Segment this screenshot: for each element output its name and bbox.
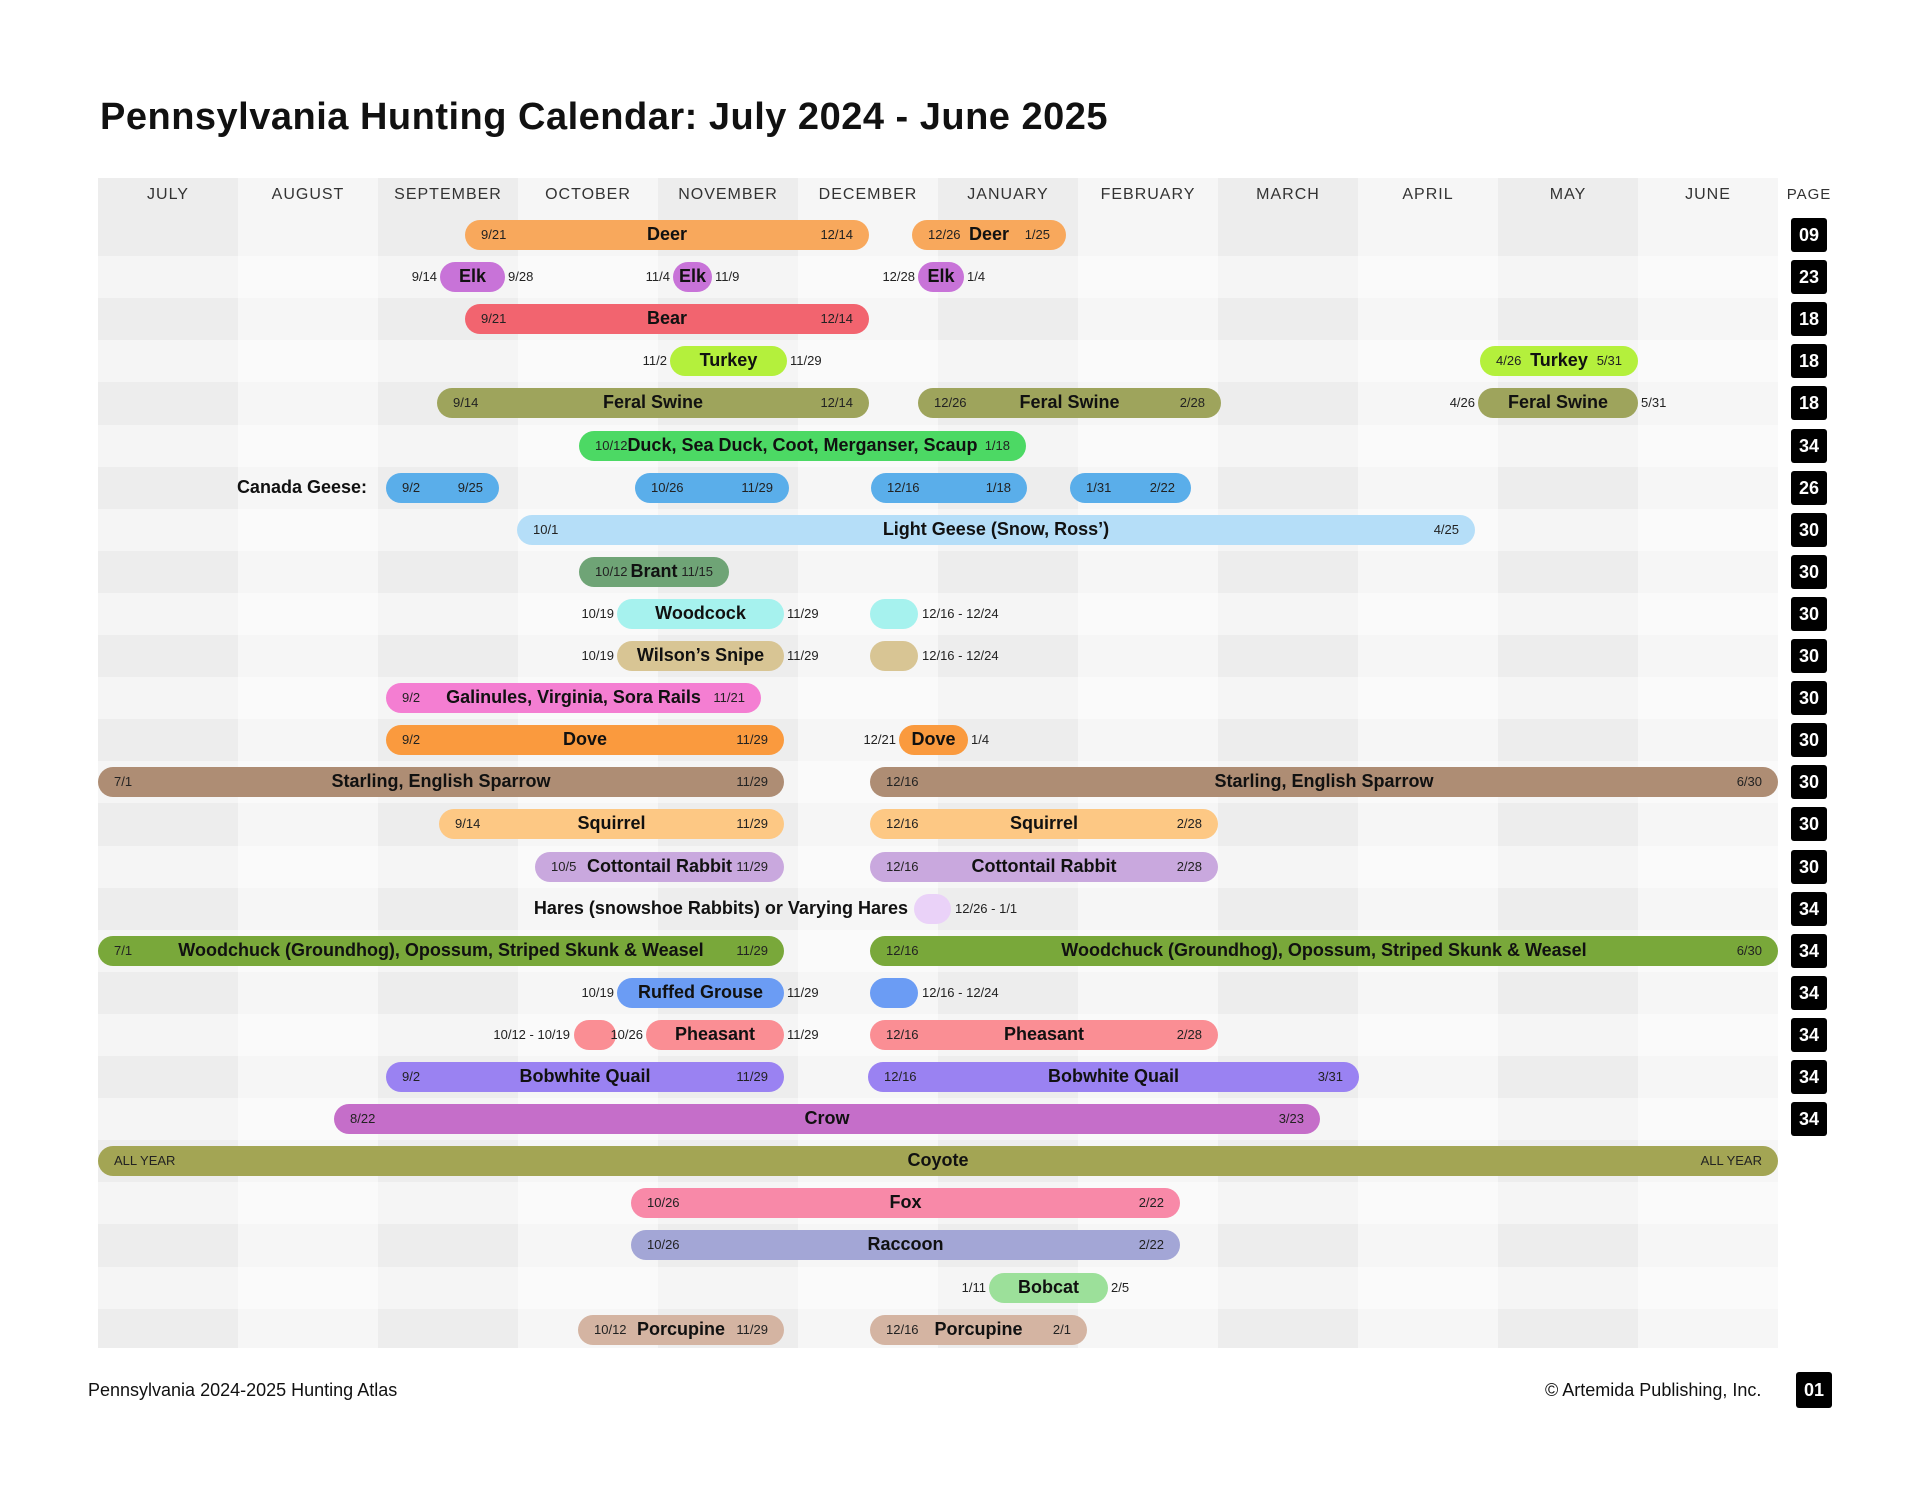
page-number-badge: 34 [1791,976,1827,1010]
season-label: Dove [911,729,956,750]
season-label: Starling, English Sparrow [1214,771,1434,792]
season-label: Brant [630,560,678,581]
season-label: Woodchuck (Groundhog), Opossum, Striped Skunk & Weasel [1061,939,1587,960]
season-label: Turkey [699,350,758,371]
season-bar [870,641,918,671]
season-start-date: 10/19 [581,605,614,621]
season-start-date: 9/14 [455,816,481,832]
month-header-february: FEBRUARY [1100,186,1196,203]
season-start-date: 11/2 [642,353,667,369]
season-label: Crow [804,1108,850,1129]
season-label: Squirrel [1009,813,1079,834]
page-number-badge: 34 [1791,1102,1827,1136]
season-label: Bobwhite Quail [1047,1066,1179,1087]
page-number-badge: 30 [1791,850,1827,884]
season-start-date: 1/11 [961,1279,986,1295]
season-end-date: ALL YEAR [1700,1153,1762,1169]
page-number-badge: 30 [1791,723,1827,757]
season-label: Porcupine [636,1318,725,1339]
season-label: Elk [458,266,487,287]
month-header-march: MARCH [1256,186,1320,203]
page-number-badge: 34 [1791,429,1827,463]
season-start-date: 9/21 [481,227,507,243]
season-start-date: 10/26 [647,1237,680,1253]
season-start-date: 10/26 [647,1195,680,1211]
row-band [98,551,1778,593]
season-end-date: 11/9 [715,269,740,285]
season-end-date: 6/30 [1736,774,1762,790]
season-date-range: 12/16 - 12/24 [922,605,999,621]
month-header-december: DECEMBER [818,186,918,203]
season-bar [870,978,918,1008]
season-date-range: 12/16 - 12/24 [922,648,999,664]
season-label: Bear [646,308,688,329]
season-start-date: 10/19 [581,984,614,1000]
season-end-date: 11/29 [736,774,768,790]
season-end-date: 3/23 [1278,1111,1304,1127]
season-end-date: 5/31 [1596,353,1622,369]
season-label: Turkey [1530,350,1588,371]
season-start-date: 12/16 [886,942,919,958]
season-end-date: 1/18 [985,479,1011,495]
season-label: Cottontail Rabbit [971,855,1117,876]
season-start-date: 10/26 [610,1026,643,1042]
season-end-date: 12/14 [820,227,853,243]
season-label: Woodcock [655,602,746,623]
season-start-date: 12/16 [884,1069,917,1085]
season-label: Cottontail Rabbit [587,855,732,876]
month-header-april: APRIL [1402,186,1454,203]
season-end-date: 3/31 [1317,1069,1343,1085]
season-label: Pheasant [674,1023,756,1044]
season-start-date: 10/5 [551,858,577,874]
season-label: Bobcat [1017,1276,1079,1297]
season-end-date: 11/29 [736,942,768,958]
season-start-date: 4/26 [1496,353,1522,369]
page-number-badge: 34 [1791,1018,1827,1052]
season-start-date: 7/1 [114,774,133,790]
month-header-november: NOVEMBER [678,186,778,203]
season-end-date: 11/29 [736,1069,768,1085]
season-label: Elk [678,266,707,287]
page-number-badge: 30 [1791,765,1827,799]
season-end-date: 2/22 [1138,1195,1164,1211]
season-end-date: 1/18 [984,437,1010,453]
season-start-date: 12/26 [934,395,967,411]
season-label: Feral Swine [1507,392,1609,413]
month-header-january: JANUARY [967,186,1049,203]
season-label: Dove [562,729,607,750]
page-column-header: PAGE [1786,186,1832,203]
season-end-date: 5/31 [1641,395,1667,411]
season-end-date: 1/4 [971,732,990,748]
canada-geese-label: Canada Geese: [236,476,367,497]
page-number-badge: 30 [1791,597,1827,631]
row-band [98,677,1778,719]
season-start-date: 11/4 [645,269,670,285]
season-start-date: 9/2 [402,479,421,495]
season-start-date: 12/26 [928,227,961,243]
season-label: Deer [968,224,1010,245]
season-end-date: 2/28 [1176,858,1202,874]
season-label: Squirrel [577,813,646,834]
season-end-date: 11/29 [736,858,768,874]
season-start-date: 9/2 [402,1069,421,1085]
season-start-date: 10/26 [651,479,684,495]
season-start-date: 8/22 [350,1111,376,1127]
season-label: Wilson’s Snipe [636,645,765,666]
month-header-may: MAY [1549,186,1587,203]
season-start-date: 9/2 [402,690,421,706]
month-header-september: SEPTEMBER [394,186,502,203]
season-end-date: 2/28 [1179,395,1205,411]
season-start-date: 12/21 [863,732,896,748]
season-label: Pheasant [1003,1023,1085,1044]
page-number-badge: 30 [1791,555,1827,589]
season-end-date: 1/4 [967,269,986,285]
season-end-date: 11/29 [736,732,768,748]
season-label: Deer [646,224,688,245]
page-number-badge: 18 [1791,386,1827,420]
season-start-date: 12/16 [886,1321,919,1337]
page-title: Pennsylvania Hunting Calendar: July 2024 - June 2025 [100,96,1109,138]
month-header-august: AUGUST [271,186,345,203]
season-end-date: 2/28 [1176,816,1202,832]
row-band [98,298,1778,340]
season-start-date: 7/1 [114,942,133,958]
page-number-badge: 30 [1791,681,1827,715]
month-header-june: JUNE [1685,186,1731,203]
page-number-badge: 26 [1791,471,1827,505]
page-number-badge: 30 [1791,807,1827,841]
season-end-date: 4/25 [1433,521,1459,537]
season-end-date: 11/29 [736,816,768,832]
page-number-badge: 34 [1791,1060,1827,1094]
row-band [98,1267,1778,1309]
season-start-date: 9/14 [453,395,479,411]
month-header-july: JULY [147,186,189,203]
season-start-date: 12/16 [887,479,920,495]
page-number-badge: 34 [1791,892,1827,926]
season-bar [914,894,951,924]
season-end-date: 1/25 [1024,227,1050,243]
page-number-badge: 23 [1791,260,1827,294]
season-end-date: 12/14 [820,395,853,411]
season-label: Feral Swine [1019,392,1120,413]
season-end-date: 9/25 [457,479,483,495]
page-number-badge: 30 [1791,513,1827,547]
season-start-date: 10/19 [581,648,614,664]
season-label: Fox [889,1192,922,1213]
season-end-date: 11/29 [787,1026,819,1042]
season-label: Light Geese (Snow, Ross’) [882,518,1110,539]
season-end-date: 11/29 [741,479,773,495]
season-date-range: 12/16 - 12/24 [922,984,999,1000]
season-start-date: 10/12 [595,563,628,579]
season-end-date: 2/22 [1149,479,1175,495]
season-label: Coyote [907,1150,969,1171]
page-number-badge: 30 [1791,639,1827,673]
season-end-date: 11/29 [787,605,819,621]
season-label: Feral Swine [602,392,704,413]
season-end-date: 2/22 [1138,1237,1164,1253]
season-end-date: 9/28 [508,269,534,285]
season-label: Galinules, Virginia, Sora Rails [446,687,701,708]
page-number-badge: 09 [1791,218,1827,252]
season-start-date: 12/28 [882,269,915,285]
season-start-date: ALL YEAR [114,1153,176,1169]
season-label: Ruffed Grouse [637,981,763,1002]
season-end-date: 6/30 [1736,942,1762,958]
season-start-date: 10/12 [595,437,628,453]
season-start-date: 4/26 [1449,395,1475,411]
season-end-date: 11/29 [736,1321,768,1337]
season-label: Elk [927,266,955,287]
season-start-date: 10/1 [533,521,559,537]
page-number-badge: 18 [1791,344,1827,378]
page-number-badge: 18 [1791,302,1827,336]
season-start-date: 9/2 [402,732,421,748]
season-start-date: 9/21 [481,311,507,327]
season-start-date: 12/16 [886,774,919,790]
season-label: Starling, English Sparrow [331,771,551,792]
season-end-date: 11/29 [787,648,819,664]
page-number-badge: 34 [1791,934,1827,968]
season-end-date: 11/15 [681,563,713,579]
season-date-range: 10/12 - 10/19 [493,1026,570,1042]
season-end-date: 11/29 [790,353,822,369]
season-end-date: 12/14 [820,311,853,327]
season-label: Porcupine [934,1318,1023,1339]
season-start-date: 1/31 [1086,479,1112,495]
season-end-date: 2/28 [1176,1026,1202,1042]
season-start-date: 12/16 [886,1026,919,1042]
season-label: Duck, Sea Duck, Coot, Merganser, Scaup [627,434,978,455]
season-end-date: 2/1 [1052,1321,1071,1337]
season-label: Woodchuck (Groundhog), Opossum, Striped Skunk & Weasel [178,939,704,960]
footer-atlas-title: Pennsylvania 2024-2025 Hunting Atlas [88,1380,398,1400]
season-end-date: 2/5 [1111,1279,1130,1295]
month-header-october: OCTOBER [545,186,631,203]
season-date-range: 12/26 - 1/1 [955,900,1018,916]
season-end-date: 11/21 [713,690,745,706]
season-start-date: 9/14 [411,269,437,285]
footer-page-number: 01 [1796,1372,1832,1408]
season-label: Bobwhite Quail [519,1066,651,1087]
season-start-date: 10/12 [594,1321,627,1337]
footer-copyright: © Artemida Publishing, Inc. [1545,1380,1762,1400]
season-end-date: 11/29 [787,984,819,1000]
season-start-date: 12/16 [886,816,919,832]
season-start-date: 12/16 [886,858,919,874]
season-label: Raccoon [867,1234,944,1255]
hares-label: Hares (snowshoe Rabbits) or Varying Hares [533,897,908,918]
season-bar [870,599,918,629]
